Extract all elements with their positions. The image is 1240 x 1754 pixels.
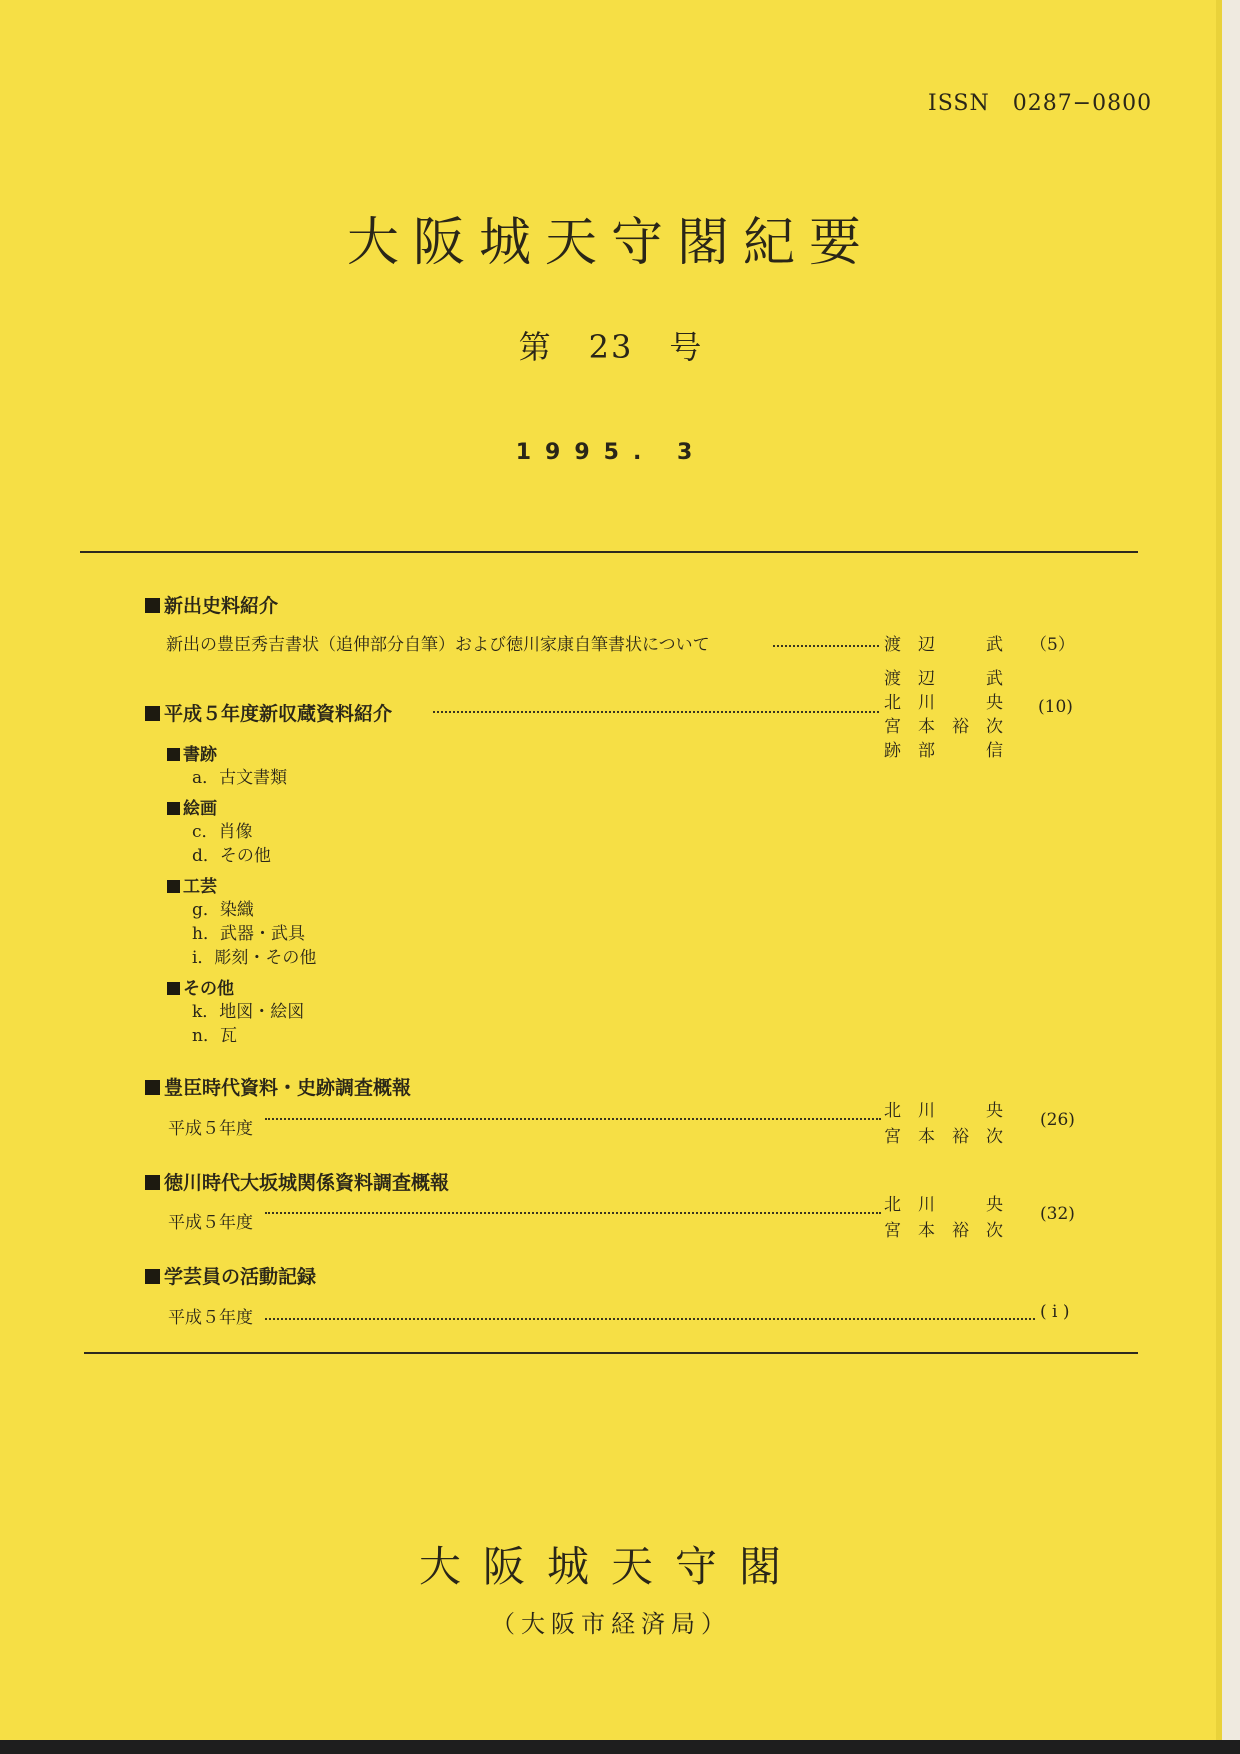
subsection-heading: 絵画: [167, 794, 217, 819]
leader-dots: [265, 1118, 881, 1120]
subsection-heading: 書跡: [167, 740, 217, 765]
section-heading: 学芸員の活動記録: [145, 1262, 316, 1289]
square-icon: [167, 748, 180, 761]
section-heading: 豊臣時代資料・史跡調査概報: [145, 1073, 411, 1100]
page-number: （5）: [1030, 635, 1075, 655]
toc-entry: 平成５年度: [168, 1119, 253, 1139]
section-heading: 徳川時代大坂城関係資料調査概報: [145, 1168, 449, 1195]
list-item: k．地図・絵図: [192, 1002, 305, 1022]
section-heading: 平成５年度新収蔵資料紹介: [145, 699, 392, 726]
square-icon: [145, 706, 160, 721]
list-item: g．染織: [192, 900, 254, 920]
issue-prefix: 第: [518, 328, 553, 366]
author: 跡 部 信: [884, 741, 1003, 761]
page-edge: [1222, 0, 1240, 1740]
leader-dots: [265, 1318, 1035, 1320]
square-icon: [145, 1175, 160, 1190]
rule-top: [80, 551, 1138, 553]
issue-num: 23: [588, 328, 634, 366]
author: 宮 本 裕 次: [884, 1221, 1003, 1241]
journal-title: 大阪城天守閣紀要: [346, 213, 875, 273]
publication-date: 1995. 3: [515, 440, 707, 465]
author: 宮 本 裕 次: [884, 717, 1003, 737]
list-item: c．肖像: [192, 822, 253, 842]
toc-entry: 新出の豊臣秀吉書状（追伸部分自筆）および徳川家康自筆書状について: [166, 635, 710, 655]
square-icon: [167, 802, 180, 815]
page-number: (26): [1040, 1110, 1075, 1130]
square-icon: [145, 598, 160, 613]
issue-number: [0, 322, 1222, 368]
list-item: i．彫刻・その他: [192, 948, 317, 968]
subsection-heading: 工芸: [167, 872, 217, 897]
list-item: n．瓦: [192, 1026, 237, 1046]
list-item: h．武器・武具: [192, 924, 305, 944]
author: 渡 辺 武: [884, 669, 1003, 689]
toc-entry: 平成５年度: [168, 1308, 253, 1328]
issue-suffix: 号: [669, 328, 704, 366]
leader-dots: [265, 1212, 881, 1214]
section-heading: 新出史料紹介: [145, 591, 278, 618]
subsection-heading: その他: [167, 974, 234, 999]
department: （大阪市経済局）: [491, 1610, 731, 1638]
author: 渡 辺 武: [884, 635, 1003, 655]
square-icon: [145, 1269, 160, 1284]
author: 宮 本 裕 次: [884, 1127, 1003, 1147]
leader-dots: [773, 645, 879, 647]
scan-border: [0, 1740, 1240, 1754]
rule-bottom: [84, 1352, 1138, 1354]
page-number: (10): [1038, 697, 1073, 717]
publisher: 大阪城天守閣: [418, 1542, 803, 1591]
author: 北 川 央: [884, 693, 1003, 713]
author: 北 川 央: [884, 1101, 1003, 1121]
page-number: (32): [1040, 1204, 1075, 1224]
issn: ISSN 0287−0800: [928, 91, 1153, 116]
square-icon: [167, 880, 180, 893]
author: 北 川 央: [884, 1195, 1003, 1215]
toc-entry: 平成５年度: [168, 1213, 253, 1233]
square-icon: [167, 982, 180, 995]
leader-dots: [433, 711, 879, 713]
list-item: a．古文書類: [192, 768, 288, 788]
square-icon: [145, 1080, 160, 1095]
page-number: ( i ): [1040, 1302, 1070, 1322]
list-item: d．その他: [192, 846, 271, 866]
